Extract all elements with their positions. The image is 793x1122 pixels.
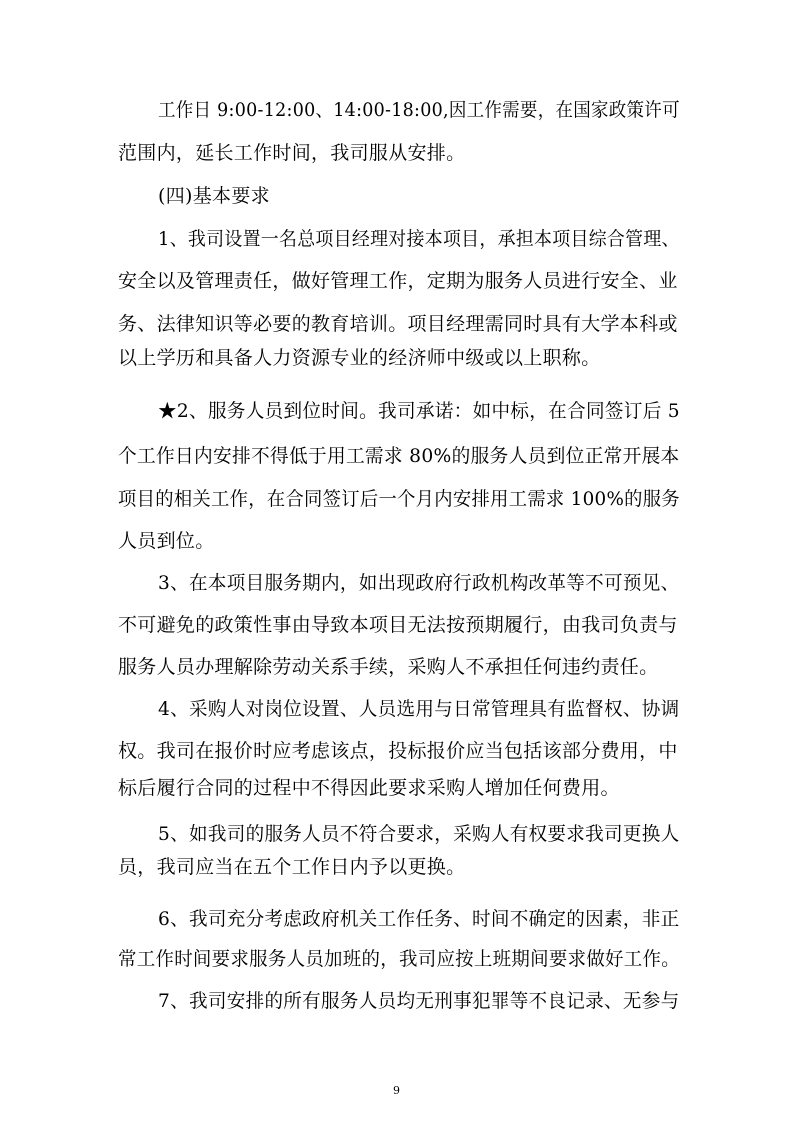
text-line: 常工作时间要求服务人员加班的，我司应按上班期间要求做好工作。 — [118, 948, 680, 970]
text-line: 安全以及管理责任，做好管理工作，定期为服务人员进行安全、业 — [118, 270, 678, 292]
text-line: 工作日 9:00-12:00、14:00-18:00,因工作需要，在国家政策许可 — [158, 99, 680, 121]
text-line: 个工作日内安排不得低于用工需求 80%的服务人员到位正常开展本 — [118, 445, 680, 467]
text-line: 范围内，延长工作时间，我司服从安排。 — [118, 142, 466, 164]
text-line: 权。我司在报价时应考虑该点，投标报价应当包括该部分费用，中 — [118, 740, 678, 762]
text-line: 6、我司充分考虑政府机关工作任务、时间不确定的因素，非正 — [158, 908, 680, 930]
text-line: 人员到位。 — [118, 530, 215, 552]
text-line: 不可避免的政策性事由导致本项目无法按预期履行，由我司负责与 — [118, 614, 678, 636]
text-line: 1、我司设置一名总项目经理对接本项目，承担本项目综合管理、 — [158, 228, 680, 250]
text-line: 务、法律知识等必要的教育培训。项目经理需同时具有大学本科或 — [118, 313, 678, 335]
text-line: 标后履行合同的过程中不得因此要求采购人增加任何费用。 — [118, 777, 620, 799]
text-line: 项目的相关工作，在合同签订后一个月内安排用工需求 100%的服务 — [118, 488, 680, 510]
text-line: 以上学历和具备人力资源专业的经济师中级或以上职称。 — [118, 347, 601, 369]
section-heading: (四)基本要求 — [158, 185, 270, 207]
text-line: 7、我司安排的所有服务人员均无刑事犯罪等不良记录、无参与 — [158, 990, 680, 1012]
text-line: 服务人员办理解除劳动关系手续，采购人不承担任何违约责任。 — [118, 656, 659, 678]
text-line: 3、在本项目服务期内，如出现政府行政机构改革等不可预见、 — [158, 572, 680, 594]
page-number: 9 — [393, 1084, 400, 1097]
text-line: ★2、服务人员到位时间。我司承诺：如中标，在合同签订后 5 — [158, 400, 680, 422]
text-line: 5、如我司的服务人员不符合要求，采购人有权要求我司更换人 — [158, 823, 680, 845]
text-line: 员，我司应当在五个工作日内予以更换。 — [118, 856, 466, 878]
text-line: 4、采购人对岗位设置、人员选用与日常管理具有监督权、协调 — [158, 698, 680, 720]
